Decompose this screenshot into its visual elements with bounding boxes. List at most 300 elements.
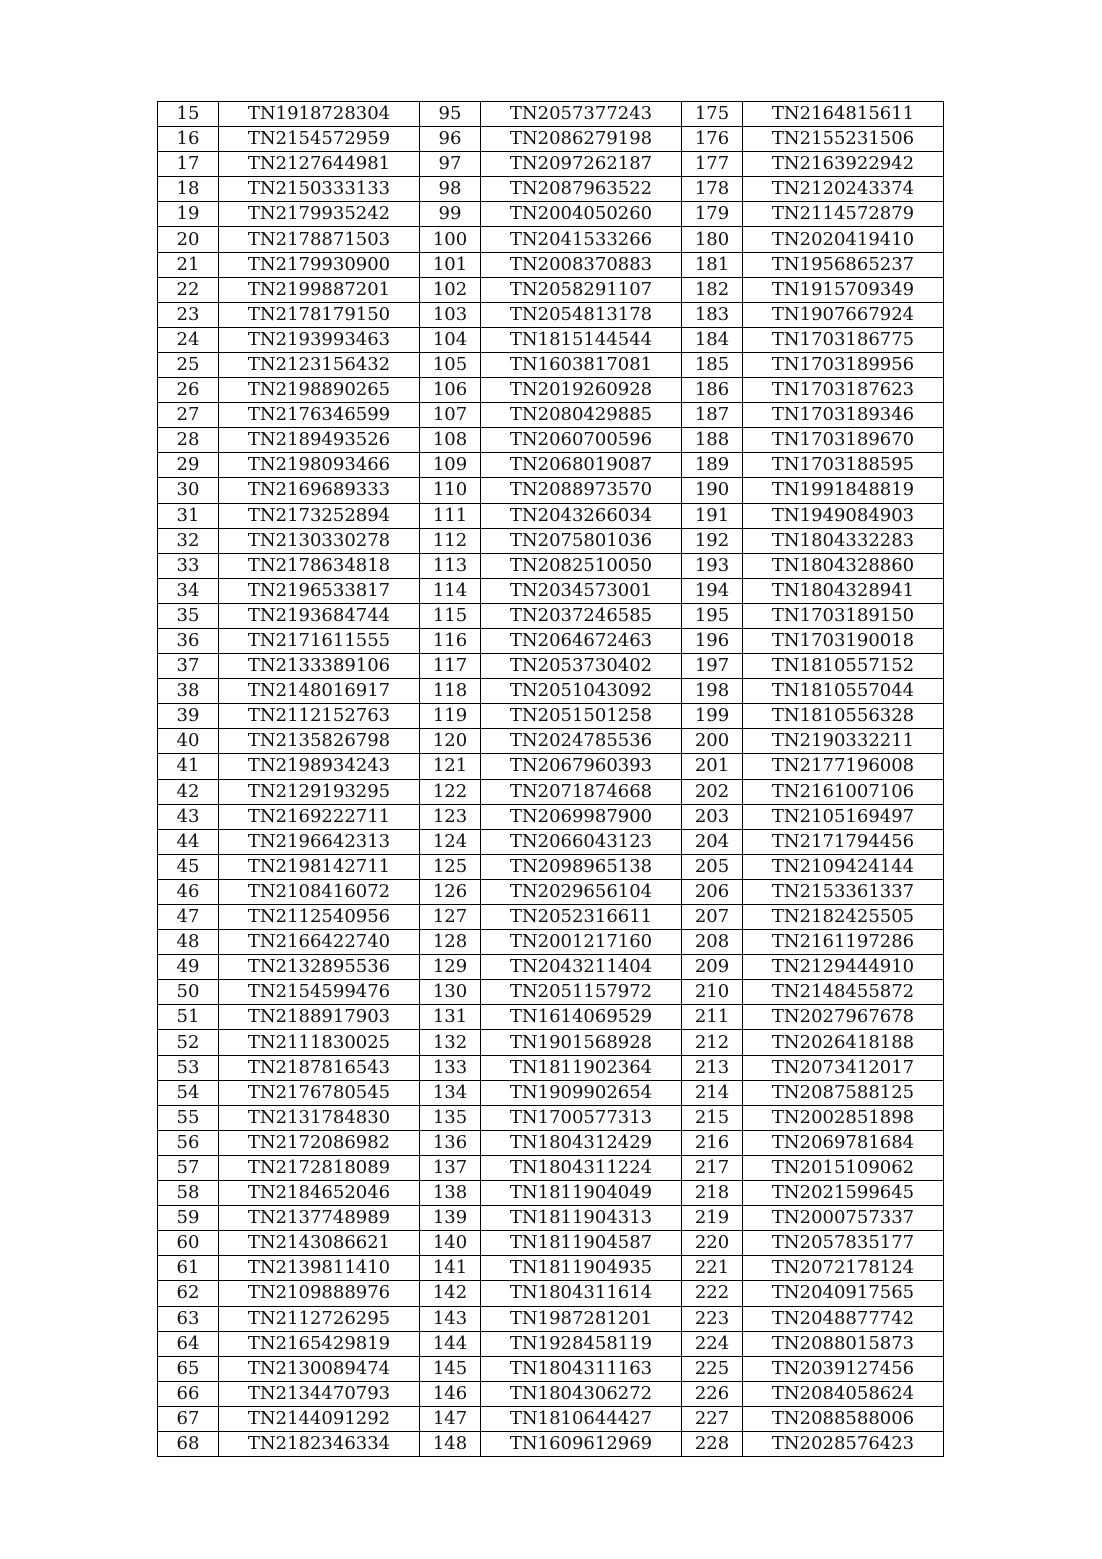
row-index-cell: 147: [420, 1406, 481, 1431]
row-index-cell: 19: [158, 202, 219, 227]
tracking-number-cell: TN2176780545: [219, 1080, 420, 1105]
row-index-cell: 17: [158, 152, 219, 177]
row-index-cell: 59: [158, 1206, 219, 1231]
row-index-cell: 98: [420, 177, 481, 202]
table-row: [158, 177, 944, 202]
tracking-number-cell: TN1815144544: [481, 327, 682, 352]
row-index-cell: 57: [158, 1155, 219, 1180]
tracking-number-cell: TN2109424144: [743, 854, 944, 879]
row-index-cell: 224: [682, 1331, 743, 1356]
row-index-cell: 222: [682, 1281, 743, 1306]
tracking-number-cell: TN2172818089: [219, 1155, 420, 1180]
row-index-cell: 196: [682, 628, 743, 653]
row-index-cell: 144: [420, 1331, 481, 1356]
row-index-cell: 142: [420, 1281, 481, 1306]
tracking-number-cell: TN2043211404: [481, 955, 682, 980]
table-row: [158, 403, 944, 428]
row-index-cell: 198: [682, 679, 743, 704]
row-index-cell: 117: [420, 654, 481, 679]
table-row: [158, 679, 944, 704]
tracking-number-cell: TN2026418188: [743, 1030, 944, 1055]
tracking-number-cell: TN2165429819: [219, 1331, 420, 1356]
tracking-number-cell: TN2028576423: [743, 1431, 944, 1456]
row-index-cell: 181: [682, 252, 743, 277]
row-index-cell: 227: [682, 1406, 743, 1431]
tracking-number-cell: TN2039127456: [743, 1356, 944, 1381]
table-row: [158, 428, 944, 453]
tracking-number-cell: TN2066043123: [481, 829, 682, 854]
row-index-cell: 193: [682, 553, 743, 578]
row-index-cell: 178: [682, 177, 743, 202]
row-index-cell: 179: [682, 202, 743, 227]
tracking-number-cell: TN2123156432: [219, 352, 420, 377]
row-index-cell: 121: [420, 754, 481, 779]
tracking-number-cell: TN2087588125: [743, 1080, 944, 1105]
table-row: [158, 503, 944, 528]
tracking-number-cell: TN2051157972: [481, 980, 682, 1005]
row-index-cell: 136: [420, 1130, 481, 1155]
tracking-number-cell: TN2071874668: [481, 779, 682, 804]
row-index-cell: 205: [682, 854, 743, 879]
tracking-number-cell: TN1804306272: [481, 1381, 682, 1406]
row-index-cell: 48: [158, 930, 219, 955]
tracking-number-cell: TN2015109062: [743, 1155, 944, 1180]
tracking-number-cell: TN2040917565: [743, 1281, 944, 1306]
tracking-number-cell: TN2148016917: [219, 679, 420, 704]
row-index-cell: 67: [158, 1406, 219, 1431]
table-row: [158, 1256, 944, 1281]
row-index-cell: 141: [420, 1256, 481, 1281]
tracking-number-cell: TN2171794456: [743, 829, 944, 854]
tracking-number-cell: TN2161007106: [743, 779, 944, 804]
tracking-number-cell: TN2075801036: [481, 528, 682, 553]
tracking-number-cell: TN2086279198: [481, 127, 682, 152]
row-index-cell: 207: [682, 905, 743, 930]
row-index-cell: 175: [682, 102, 743, 127]
row-index-cell: 111: [420, 503, 481, 528]
tracking-number-cell: TN2072178124: [743, 1256, 944, 1281]
tracking-number-cell: TN1915709349: [743, 277, 944, 302]
tracking-number-cell: TN1703189150: [743, 603, 944, 628]
row-index-cell: 126: [420, 879, 481, 904]
tracking-number-cell: TN2001217160: [481, 930, 682, 955]
tracking-number-cell: TN1804328941: [743, 578, 944, 603]
row-index-cell: 133: [420, 1055, 481, 1080]
table-row: [158, 1181, 944, 1206]
row-index-cell: 206: [682, 879, 743, 904]
row-index-cell: 123: [420, 804, 481, 829]
row-index-cell: 129: [420, 955, 481, 980]
row-index-cell: 49: [158, 955, 219, 980]
row-index-cell: 38: [158, 679, 219, 704]
row-index-cell: 25: [158, 352, 219, 377]
tracking-number-cell: TN2176346599: [219, 403, 420, 428]
row-index-cell: 97: [420, 152, 481, 177]
tracking-number-cell: TN2178179150: [219, 302, 420, 327]
row-index-cell: 43: [158, 804, 219, 829]
row-index-cell: 109: [420, 453, 481, 478]
row-index-cell: 35: [158, 603, 219, 628]
row-index-cell: 148: [420, 1431, 481, 1456]
tracking-number-cell: TN2190332211: [743, 729, 944, 754]
table-row: [158, 1005, 944, 1030]
row-index-cell: 51: [158, 1005, 219, 1030]
tracking-number-cell: TN1949084903: [743, 503, 944, 528]
row-index-cell: 211: [682, 1005, 743, 1030]
tracking-number-cell: TN2041533266: [481, 227, 682, 252]
tracking-number-cell: TN2199887201: [219, 277, 420, 302]
row-index-cell: 115: [420, 603, 481, 628]
tracking-number-cell: TN1804328860: [743, 553, 944, 578]
row-index-cell: 21: [158, 252, 219, 277]
row-index-cell: 52: [158, 1030, 219, 1055]
row-index-cell: 50: [158, 980, 219, 1005]
row-index-cell: 180: [682, 227, 743, 252]
row-index-cell: 95: [420, 102, 481, 127]
tracking-number-cell: TN2008370883: [481, 252, 682, 277]
tracking-number-cell: TN2130330278: [219, 528, 420, 553]
tracking-number-cell: TN1810556328: [743, 704, 944, 729]
tracking-number-cell: TN2189493526: [219, 428, 420, 453]
row-index-cell: 120: [420, 729, 481, 754]
tracking-number-cell: TN1956865237: [743, 252, 944, 277]
row-index-cell: 217: [682, 1155, 743, 1180]
row-index-cell: 214: [682, 1080, 743, 1105]
tracking-number-cell: TN2155231506: [743, 127, 944, 152]
row-index-cell: 212: [682, 1030, 743, 1055]
tracking-number-cell: TN2198142711: [219, 854, 420, 879]
tracking-number-cell: TN2024785536: [481, 729, 682, 754]
row-index-cell: 131: [420, 1005, 481, 1030]
row-index-cell: 132: [420, 1030, 481, 1055]
tracking-number-cell: TN2130089474: [219, 1356, 420, 1381]
table-row: [158, 804, 944, 829]
row-index-cell: 113: [420, 553, 481, 578]
tracking-number-cell: TN2154599476: [219, 980, 420, 1005]
tracking-number-cell: TN2163922942: [743, 152, 944, 177]
row-index-cell: 30: [158, 478, 219, 503]
tracking-number-cell: TN2087963522: [481, 177, 682, 202]
tracking-number-cell: TN2166422740: [219, 930, 420, 955]
tracking-number-cell: TN1811904049: [481, 1181, 682, 1206]
row-index-cell: 34: [158, 578, 219, 603]
row-index-cell: 201: [682, 754, 743, 779]
table-row: [158, 1030, 944, 1055]
tracking-number-cell: TN1614069529: [481, 1005, 682, 1030]
row-index-cell: 191: [682, 503, 743, 528]
row-index-cell: 114: [420, 578, 481, 603]
row-index-cell: 26: [158, 378, 219, 403]
tracking-number-cell: TN2109888976: [219, 1281, 420, 1306]
row-index-cell: 137: [420, 1155, 481, 1180]
tracking-number-cell: TN1810557152: [743, 654, 944, 679]
table-body: [158, 102, 944, 1457]
tracking-number-cell: TN2019260928: [481, 378, 682, 403]
tracking-number-cell: TN1700577313: [481, 1105, 682, 1130]
tracking-number-cell: TN2134470793: [219, 1381, 420, 1406]
table-row: [158, 779, 944, 804]
table-row: [158, 729, 944, 754]
row-index-cell: 18: [158, 177, 219, 202]
row-index-cell: 106: [420, 378, 481, 403]
row-index-cell: 199: [682, 704, 743, 729]
row-index-cell: 202: [682, 779, 743, 804]
tracking-number-cell: TN2164815611: [743, 102, 944, 127]
row-index-cell: 46: [158, 879, 219, 904]
tracking-number-cell: TN2082510050: [481, 553, 682, 578]
tracking-number-cell: TN1804311163: [481, 1356, 682, 1381]
row-index-cell: 58: [158, 1181, 219, 1206]
tracking-number-cell: TN2182346334: [219, 1431, 420, 1456]
tracking-number-cell: TN2187816543: [219, 1055, 420, 1080]
table-row: [158, 955, 944, 980]
row-index-cell: 66: [158, 1381, 219, 1406]
tracking-number-cell: TN2172086982: [219, 1130, 420, 1155]
row-index-cell: 62: [158, 1281, 219, 1306]
tracking-number-cell: TN2114572879: [743, 202, 944, 227]
tracking-number-cell: TN1811904313: [481, 1206, 682, 1231]
row-index-cell: 27: [158, 403, 219, 428]
tracking-number-cell: TN2057835177: [743, 1231, 944, 1256]
row-index-cell: 112: [420, 528, 481, 553]
tracking-number-cell: TN2188917903: [219, 1005, 420, 1030]
row-index-cell: 210: [682, 980, 743, 1005]
row-index-cell: 20: [158, 227, 219, 252]
tracking-number-cell: TN2178634818: [219, 553, 420, 578]
tracking-number-cell: TN2043266034: [481, 503, 682, 528]
table-row: [158, 227, 944, 252]
tracking-number-cell: TN1703189956: [743, 352, 944, 377]
row-index-cell: 215: [682, 1105, 743, 1130]
table-row: [158, 453, 944, 478]
tracking-number-cell: TN2182425505: [743, 905, 944, 930]
table-row: [158, 578, 944, 603]
row-index-cell: 116: [420, 628, 481, 653]
row-index-cell: 42: [158, 779, 219, 804]
row-index-cell: 200: [682, 729, 743, 754]
row-index-cell: 220: [682, 1231, 743, 1256]
row-index-cell: 182: [682, 277, 743, 302]
row-index-cell: 104: [420, 327, 481, 352]
table-row: [158, 879, 944, 904]
table-row: [158, 1431, 944, 1456]
row-index-cell: 64: [158, 1331, 219, 1356]
tracking-number-table: [157, 101, 944, 1457]
tracking-number-cell: TN2073412017: [743, 1055, 944, 1080]
row-index-cell: 138: [420, 1181, 481, 1206]
row-index-cell: 228: [682, 1431, 743, 1456]
row-index-cell: 54: [158, 1080, 219, 1105]
row-index-cell: 108: [420, 428, 481, 453]
table-row: [158, 127, 944, 152]
tracking-number-cell: TN2000757337: [743, 1206, 944, 1231]
row-index-cell: 209: [682, 955, 743, 980]
tracking-number-cell: TN2002851898: [743, 1105, 944, 1130]
row-index-cell: 24: [158, 327, 219, 352]
row-index-cell: 41: [158, 754, 219, 779]
table-row: [158, 352, 944, 377]
table-row: [158, 603, 944, 628]
tracking-number-cell: TN2105169497: [743, 804, 944, 829]
row-index-cell: 29: [158, 453, 219, 478]
tracking-number-cell: TN2029656104: [481, 879, 682, 904]
row-index-cell: 186: [682, 378, 743, 403]
table-row: [158, 327, 944, 352]
tracking-number-cell: TN2068019087: [481, 453, 682, 478]
row-index-cell: 183: [682, 302, 743, 327]
tracking-number-cell: TN2137748989: [219, 1206, 420, 1231]
row-index-cell: 118: [420, 679, 481, 704]
tracking-number-cell: TN1811904587: [481, 1231, 682, 1256]
row-index-cell: 204: [682, 829, 743, 854]
row-index-cell: 63: [158, 1306, 219, 1331]
table-row: [158, 252, 944, 277]
row-index-cell: 107: [420, 403, 481, 428]
row-index-cell: 218: [682, 1181, 743, 1206]
tracking-number-cell: TN2020419410: [743, 227, 944, 252]
row-index-cell: 68: [158, 1431, 219, 1456]
table-row: [158, 102, 944, 127]
table-row: [158, 302, 944, 327]
tracking-number-cell: TN1918728304: [219, 102, 420, 127]
tracking-number-cell: TN1907667924: [743, 302, 944, 327]
tracking-number-cell: TN2133389106: [219, 654, 420, 679]
tracking-number-cell: TN2173252894: [219, 503, 420, 528]
row-index-cell: 192: [682, 528, 743, 553]
row-index-cell: 105: [420, 352, 481, 377]
row-index-cell: 134: [420, 1080, 481, 1105]
table-row: [158, 553, 944, 578]
row-index-cell: 221: [682, 1256, 743, 1281]
row-index-cell: 33: [158, 553, 219, 578]
row-index-cell: 219: [682, 1206, 743, 1231]
tracking-number-cell: TN2057377243: [481, 102, 682, 127]
row-index-cell: 65: [158, 1356, 219, 1381]
tracking-number-cell: TN2171611555: [219, 628, 420, 653]
tracking-number-cell: TN2120243374: [743, 177, 944, 202]
tracking-number-cell: TN1811904935: [481, 1256, 682, 1281]
table-row: [158, 277, 944, 302]
row-index-cell: 213: [682, 1055, 743, 1080]
tracking-number-cell: TN1703190018: [743, 628, 944, 653]
tracking-number-cell: TN1703189670: [743, 428, 944, 453]
tracking-number-cell: TN2178871503: [219, 227, 420, 252]
row-index-cell: 36: [158, 628, 219, 653]
tracking-number-cell: TN1987281201: [481, 1306, 682, 1331]
tracking-number-cell: TN2052316611: [481, 905, 682, 930]
tracking-number-cell: TN2196642313: [219, 829, 420, 854]
tracking-number-cell: TN2021599645: [743, 1181, 944, 1206]
row-index-cell: 16: [158, 127, 219, 152]
tracking-number-cell: TN2098965138: [481, 854, 682, 879]
row-index-cell: 177: [682, 152, 743, 177]
tracking-number-cell: TN2177196008: [743, 754, 944, 779]
row-index-cell: 22: [158, 277, 219, 302]
tracking-number-cell: TN1703186775: [743, 327, 944, 352]
tracking-number-cell: TN2198890265: [219, 378, 420, 403]
row-index-cell: 139: [420, 1206, 481, 1231]
tracking-number-cell: TN2198934243: [219, 754, 420, 779]
row-index-cell: 194: [682, 578, 743, 603]
table-row: [158, 654, 944, 679]
tracking-number-cell: TN2054813178: [481, 302, 682, 327]
tracking-number-cell: TN2069987900: [481, 804, 682, 829]
tracking-number-cell: TN2108416072: [219, 879, 420, 904]
tracking-number-cell: TN1804311614: [481, 1281, 682, 1306]
row-index-cell: 96: [420, 127, 481, 152]
row-index-cell: 145: [420, 1356, 481, 1381]
tracking-number-cell: TN2034573001: [481, 578, 682, 603]
tracking-number-cell: TN1901568928: [481, 1030, 682, 1055]
tracking-number-cell: TN2069781684: [743, 1130, 944, 1155]
tracking-number-cell: TN2127644981: [219, 152, 420, 177]
tracking-number-cell: TN1810644427: [481, 1406, 682, 1431]
tracking-number-cell: TN1603817081: [481, 352, 682, 377]
row-index-cell: 140: [420, 1231, 481, 1256]
row-index-cell: 110: [420, 478, 481, 503]
tracking-number-cell: TN1991848819: [743, 478, 944, 503]
table-row: [158, 478, 944, 503]
tracking-number-cell: TN1811902364: [481, 1055, 682, 1080]
row-index-cell: 223: [682, 1306, 743, 1331]
tracking-number-cell: TN2027967678: [743, 1005, 944, 1030]
row-index-cell: 208: [682, 930, 743, 955]
tracking-number-cell: TN2148455872: [743, 980, 944, 1005]
row-index-cell: 56: [158, 1130, 219, 1155]
tracking-number-cell: TN2179930900: [219, 252, 420, 277]
tracking-number-cell: TN2129193295: [219, 779, 420, 804]
tracking-number-cell: TN2048877742: [743, 1306, 944, 1331]
tracking-number-cell: TN2111830025: [219, 1030, 420, 1055]
row-index-cell: 216: [682, 1130, 743, 1155]
tracking-number-cell: TN2193993463: [219, 327, 420, 352]
tracking-number-cell: TN2179935242: [219, 202, 420, 227]
table-row: [158, 1130, 944, 1155]
tracking-number-cell: TN2161197286: [743, 930, 944, 955]
tracking-number-cell: TN2131784830: [219, 1105, 420, 1130]
row-index-cell: 125: [420, 854, 481, 879]
table-row: [158, 1080, 944, 1105]
tracking-number-cell: TN2051501258: [481, 704, 682, 729]
row-index-cell: 103: [420, 302, 481, 327]
tracking-number-cell: TN2088588006: [743, 1406, 944, 1431]
table-row: [158, 1206, 944, 1231]
table-row: [158, 152, 944, 177]
tracking-number-cell: TN2004050260: [481, 202, 682, 227]
tracking-number-cell: TN2193684744: [219, 603, 420, 628]
row-index-cell: 197: [682, 654, 743, 679]
row-index-cell: 188: [682, 428, 743, 453]
row-index-cell: 127: [420, 905, 481, 930]
tracking-number-cell: TN2060700596: [481, 428, 682, 453]
tracking-number-cell: TN2051043092: [481, 679, 682, 704]
tracking-number-cell: TN2080429885: [481, 403, 682, 428]
tracking-number-cell: TN2184652046: [219, 1181, 420, 1206]
table-row: [158, 1281, 944, 1306]
row-index-cell: 99: [420, 202, 481, 227]
tracking-number-cell: TN2067960393: [481, 754, 682, 779]
table-row: [158, 1306, 944, 1331]
tracking-number-cell: TN2112726295: [219, 1306, 420, 1331]
table-row: [158, 829, 944, 854]
table-row: [158, 1105, 944, 1130]
tracking-number-cell: TN2129444910: [743, 955, 944, 980]
row-index-cell: 102: [420, 277, 481, 302]
table-row: [158, 528, 944, 553]
row-index-cell: 185: [682, 352, 743, 377]
row-index-cell: 45: [158, 854, 219, 879]
row-index-cell: 184: [682, 327, 743, 352]
